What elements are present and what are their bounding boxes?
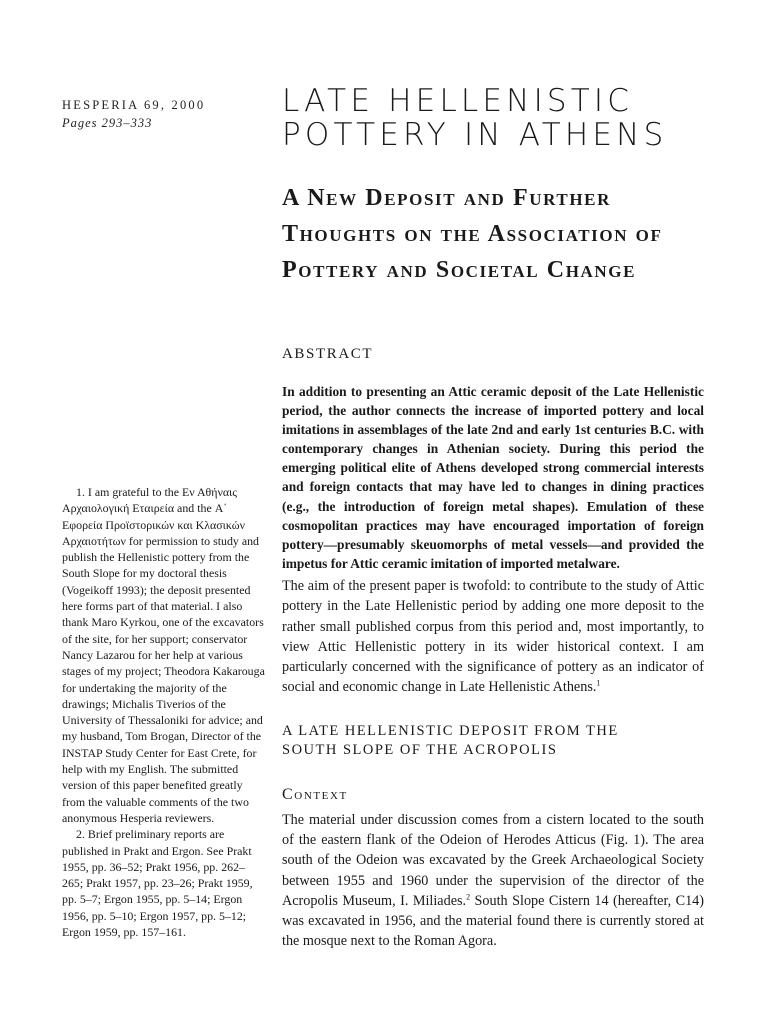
title-line-1: LATE HELLENISTIC (282, 83, 634, 119)
context-heading (282, 786, 348, 804)
footnote-ref-2[interactable]: 2 (466, 892, 471, 902)
footnotes-column (62, 484, 266, 940)
footnote-2: 2. Brief preliminary reports are published in Prakt and Ergon. See Prakt 1955, pp. 36–52; Prakt 1956, pp. 262–265; Prakt 1957, pp. 23–26; Prakt 1959, pp. 5–7; Ergon 1955, pp. 5–14; Ergon 1956, pp. 5–10; Ergon 1957, pp. 5–12; Ergon 1959, pp. 157–161. (62, 827, 253, 940)
article-title (282, 84, 722, 152)
context-heading-text: Context (282, 786, 348, 803)
subtitle-line-1: A New Deposit and Further (282, 185, 611, 211)
subtitle-line-3: Pottery and Societal Change (282, 257, 637, 283)
context-paragraph (282, 810, 704, 951)
footnote-ref-1[interactable]: 1 (596, 678, 601, 688)
article-subtitle (282, 180, 722, 288)
footnote-1: 1. I am grateful to the Εν Αθήναις Αρχαιολογική Εταιρεία and the Α΄ Εφορεία Προϊστορικών και Κλασικών Αρχαιοτήτων for permission to study and publish the Hellenistic pottery from the South Slope for my doctoral thesis (Vogeikoff 1993); the deposit presented here forms part of that material. I also thank Maro Kyrkou, one of the excavators of the site, for her support; conservator Nancy Lazarou for her help at various stages of my project; Theodora Kakarouga for undertaking the majority of the drawings; Michalis Tiverios of the University of Thessaloniki for advice; and my husband, Tom Brogan, Director of the INSTAP Study Center for East Crete, for help with my English. The submitted version of this paper benefited greatly from the valuable comments of the two anonymous Hesperia reviewers. (62, 485, 265, 825)
page-range: Pages 293–333 (62, 116, 153, 130)
intro-paragraph (282, 576, 704, 698)
abstract-text: In addition to presenting an Attic ceramic deposit of the Late Hellenistic period, the author connects the increase of imported pottery and local imitations in assemblages of the late 2nd and early 1st centuries B.C. with contemporary changes in Athenian society. During this period the emerging political elite of Athens developed strong commercial interests and foreign contacts that may have led to changes in dining practices (e.g., the introduction of foreign metal shapes). Emulation of these cosmopolitan practices may have encouraged importation of foreign pottery—presumably skeuomorphs of metal vessels—and provided the impetus for Attic ceramic imitation of imported metalware. (282, 384, 704, 571)
context-text-a: The material under discussion comes from a cistern located to the south of the eastern flank of the Odeion of Herodes Atticus (Fig. 1). The area south of the Odeion was excavated by the Greek Archaeological Society between 1955 and 1960 under the supervision of the director of the Acropolis Museum, I. Miliades. (282, 812, 704, 909)
subtitle-line-2: Thoughts on the Association of (282, 221, 663, 247)
journal-name: HESPERIA 69, 2000 (62, 98, 206, 112)
section-heading-line-1: A LATE HELLENISTIC DEPOSIT FROM THE (282, 723, 619, 739)
intro-text: The aim of the present paper is twofold: to contribute to the study of Attic pottery in the Late Hellenistic period by adding one more deposit to the rather small published corpus from this period and, most importantly, to view Attic Hellenistic pottery in its wider historical context. I am particularly concerned with the significance of pottery as an indicator of social and economic change in Late Hellenistic Athens. (282, 578, 704, 696)
section-heading-line-2: SOUTH SLOPE OF THE ACROPOLIS (282, 741, 558, 758)
context-text-b: South Slope Cistern 14 (hereafter, C14) was excavated in 1956, and the material found there is currently stored at the mosque next to the Roman Agora. (282, 892, 705, 950)
title-line-2: POTTERY IN ATHENS (282, 117, 668, 153)
section-heading (282, 722, 722, 759)
abstract-heading: ABSTRACT (282, 346, 374, 362)
